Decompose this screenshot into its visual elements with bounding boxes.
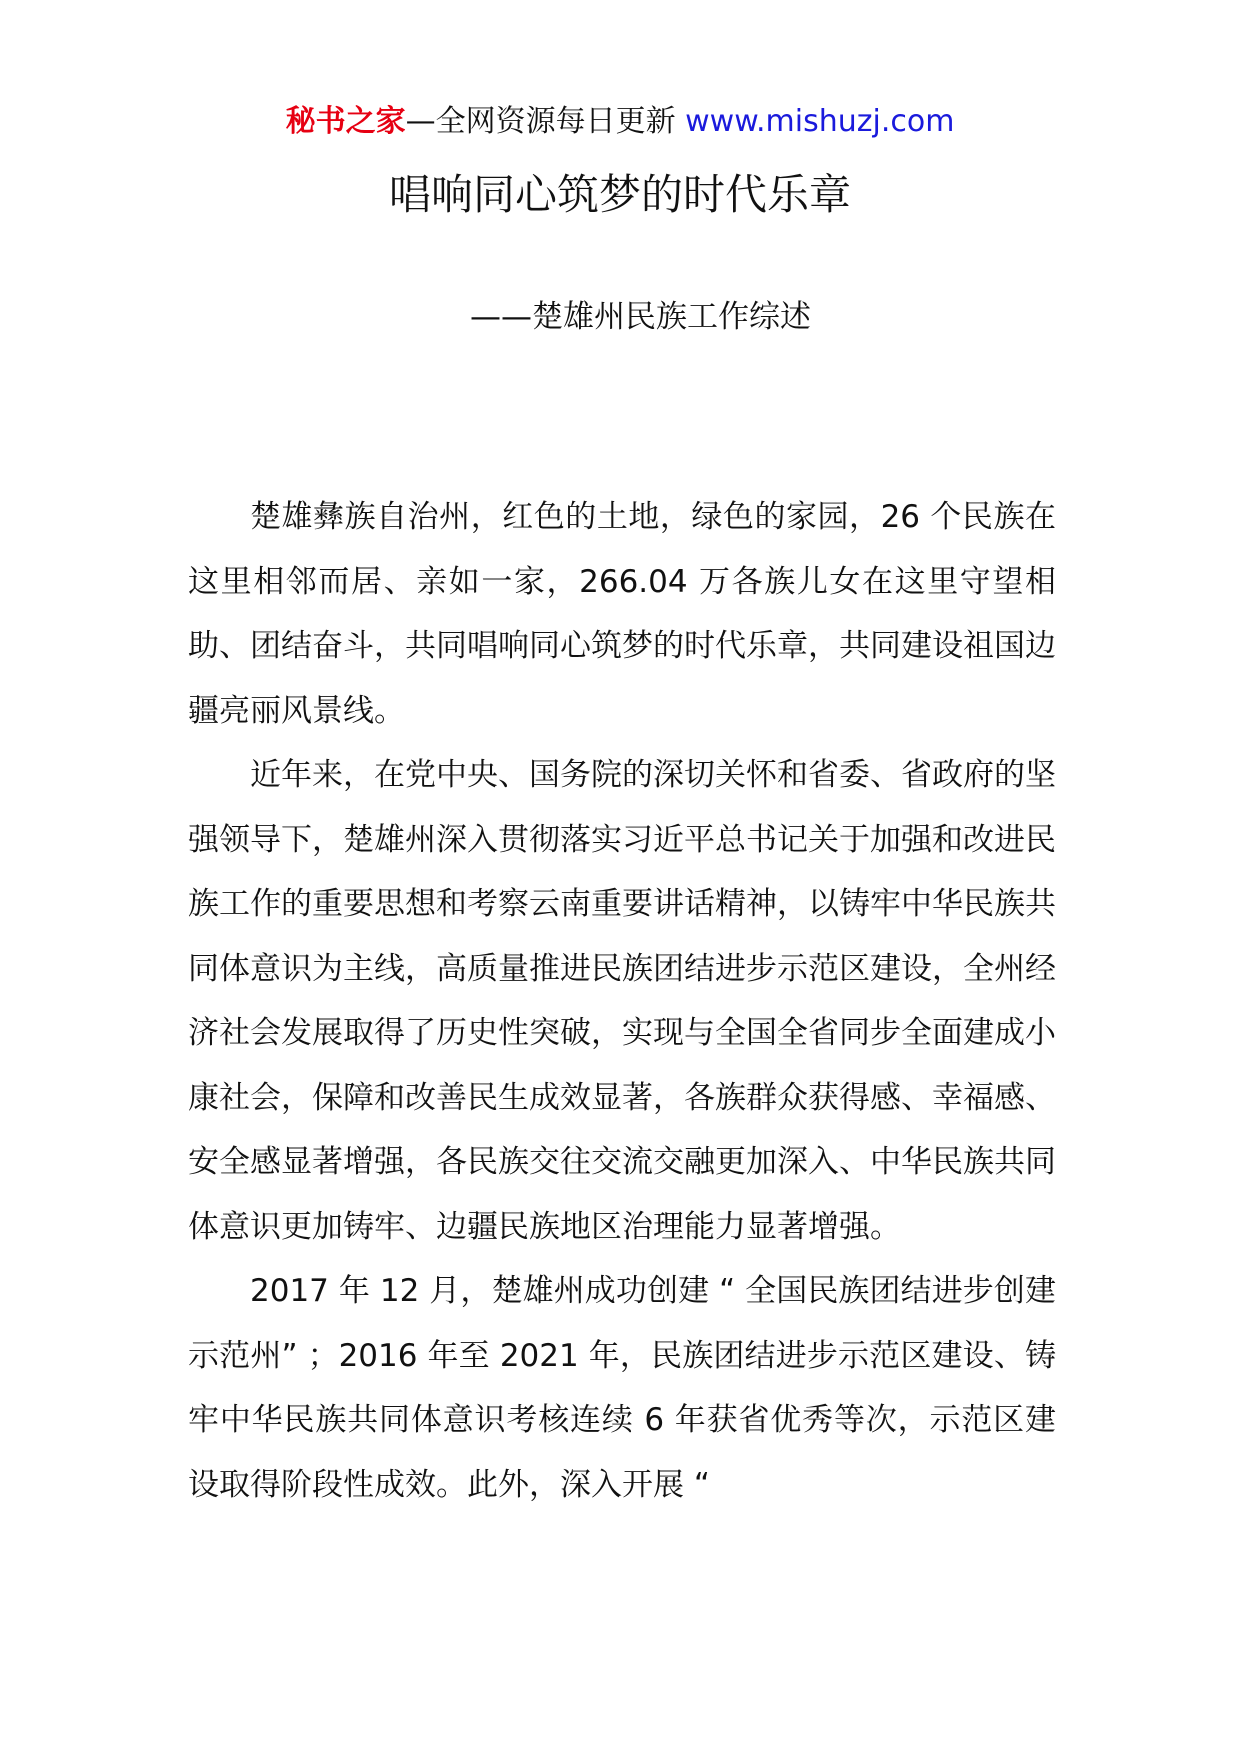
site-name: 秘书之家 xyxy=(285,104,406,139)
paragraph-2: 近年来，在党中央、国务院的深切关怀和省委、省政府的坚强领导下，楚雄州深入贯彻落实习近平总书记关于加强和改进民族工作的重要思想和考察云南重要讲话精神，以铸牢中华民族共同体意识为主线，高质量推进民族团结进步示范区建设，全州经济社会发展取得了历史性突破，实现与全国全省同步全面建成小康社会，保障和改善民生成效显著，各族群众获得感、幸福感、安全感显著增强，各民族交往交流交融更加深入、中华民族共同体意识更加铸牢、边疆民族地区治理能力显著增强。 xyxy=(188,757,1056,1245)
article-body xyxy=(188,485,1056,1517)
article-title: 唱响同心筑梦的时代乐章 xyxy=(388,170,851,219)
site-url-link[interactable]: www.mishuzj.com xyxy=(685,104,955,139)
paragraph-3: 2017 年 12 月，楚雄州成功创建 “ 全国民族团结进步创建示范州” ；2016 年至 2021 年，民族团结进步示范区建设、铸牢中华民族共同体意识考核连续 6 年获省优秀等次，示范区建设取得阶段性成效。此外，深入开展 “ xyxy=(188,1273,1056,1503)
paragraph-1: 楚雄彝族自治州，红色的土地，绿色的家园，26 个民族在这里相邻而居、亲如一家，266.04 万各族儿女在这里守望相助、团结奋斗，共同唱响同心筑梦的时代乐章，共同建设祖国边疆亮丽风景线。 xyxy=(188,499,1056,729)
site-header xyxy=(0,100,1240,144)
article-subtitle: ——楚雄州民族工作综述 xyxy=(470,299,811,335)
site-slogan: —全网资源每日更新 xyxy=(405,104,686,139)
